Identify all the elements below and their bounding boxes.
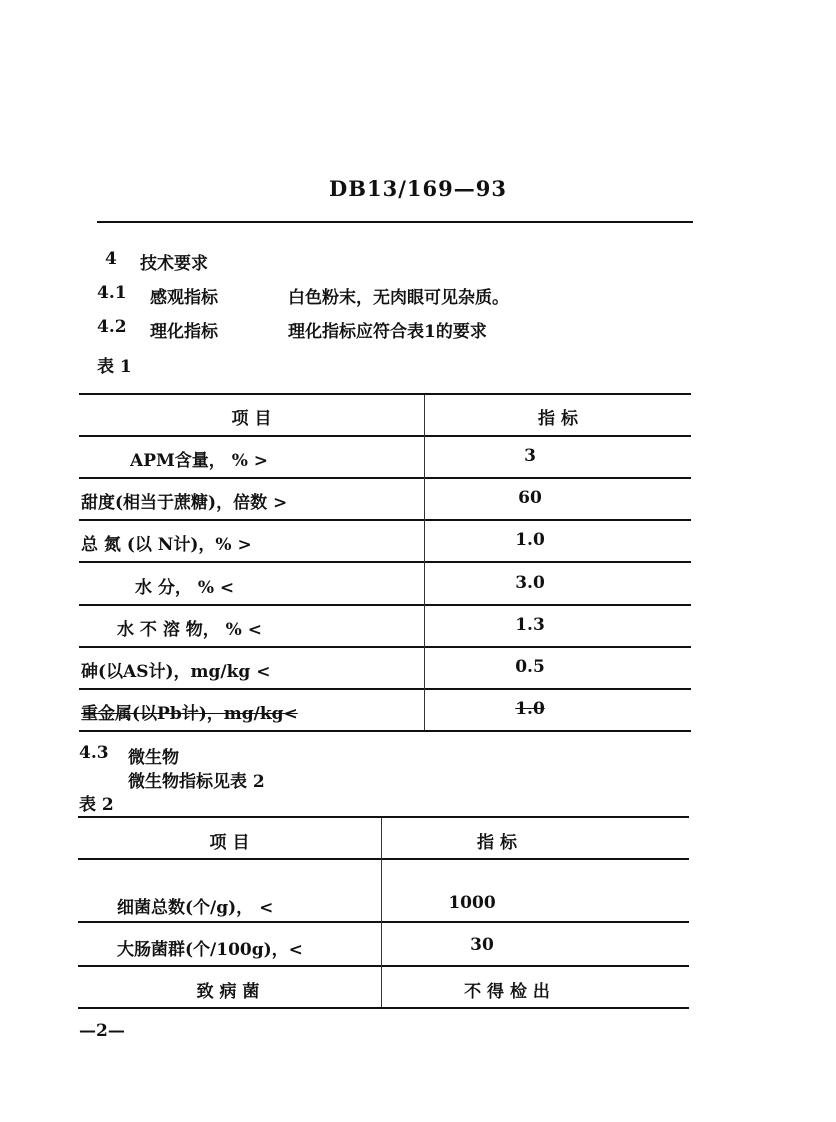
section-4-2-number: 4.2 [97,317,127,337]
table-1-row-item: 总 氮 (以 N计)，% > [81,535,252,555]
table-1-row-item: 水 分， % < [135,578,235,598]
table-2-row-item: 致 病 菌 [196,982,260,1002]
table-2-top-rule [78,816,689,818]
section-4-3-title: 微生物 [128,748,179,768]
header-rule [97,221,693,223]
table-2-row-item: 大肠菌群(个/100g)，< [117,940,303,960]
table-1-header-item: 项 目 [231,409,272,429]
section-4-3-text: 微生物指标见表 2 [128,772,265,792]
table-1-row-value: 3.0 [515,573,545,593]
table-1-row-value: 1.0 [515,530,545,550]
section-4-1-label: 感观指标 [150,288,218,308]
section-4-1-text: 白色粉末，无肉眼可见杂质。 [288,288,509,308]
table-1-row-item: 砷(以AS计)，mg/kg < [81,662,271,682]
table-1-caption: 表 1 [97,357,132,377]
table-2-row-item: 细菌总数(个/g)， < [117,898,274,918]
section-4-3-number: 4.3 [79,743,109,763]
table-1-row-rule [79,604,691,606]
table-1-header-rule [79,435,691,437]
table-1-row-item: 重金属(以Pb计)，mg/kg< [81,704,298,724]
table-1-row-rule [79,646,691,648]
table-2-row-value: 1000 [448,893,496,913]
table-1-row-rule [79,519,691,521]
table-1-row-rule [79,688,691,690]
table-1-row-rule [79,561,691,563]
section-4-1-number: 4.1 [97,283,127,303]
table-1-row-item: APM含量， % > [130,451,269,471]
table-1-bottom-rule [79,730,691,732]
section-4-number: 4 [105,249,117,269]
table-2-header-rule [78,858,689,860]
table-2-row-rule [78,921,689,923]
table-2-bottom-rule [78,1007,689,1009]
document-number: DB13/169—93 [329,176,507,201]
table-2-caption: 表 2 [79,795,114,815]
table-2-row-value: 30 [470,935,494,955]
page-number: —2— [79,1021,125,1041]
table-2-row-rule [78,965,689,967]
table-2-header-item: 项 目 [209,833,250,853]
table-1-row-value: 1.0 [515,699,545,719]
table-1-row-value: 60 [518,488,542,508]
section-4-2-text: 理化指标应符合表1的要求 [288,322,487,342]
table-1-top-rule [79,393,691,395]
table-2-header-value: 指 标 [477,833,517,853]
table-1-row-value: 3 [524,446,536,466]
table-2-row-value: 不 得 检 出 [464,982,550,1002]
table-1-row-rule [79,477,691,479]
section-4-2-label: 理化指标 [150,322,218,342]
table-1-row-value: 1.3 [515,615,545,635]
table-1-row-value: 0.5 [515,657,545,677]
table-1-row-item: 水 不 溶 物， % < [117,620,262,640]
section-4-title: 技术要求 [140,254,208,274]
table-1-header-value: 指 标 [538,409,578,429]
table-1-row-item: 甜度(相当于蔗糖)，倍数 > [81,493,288,513]
